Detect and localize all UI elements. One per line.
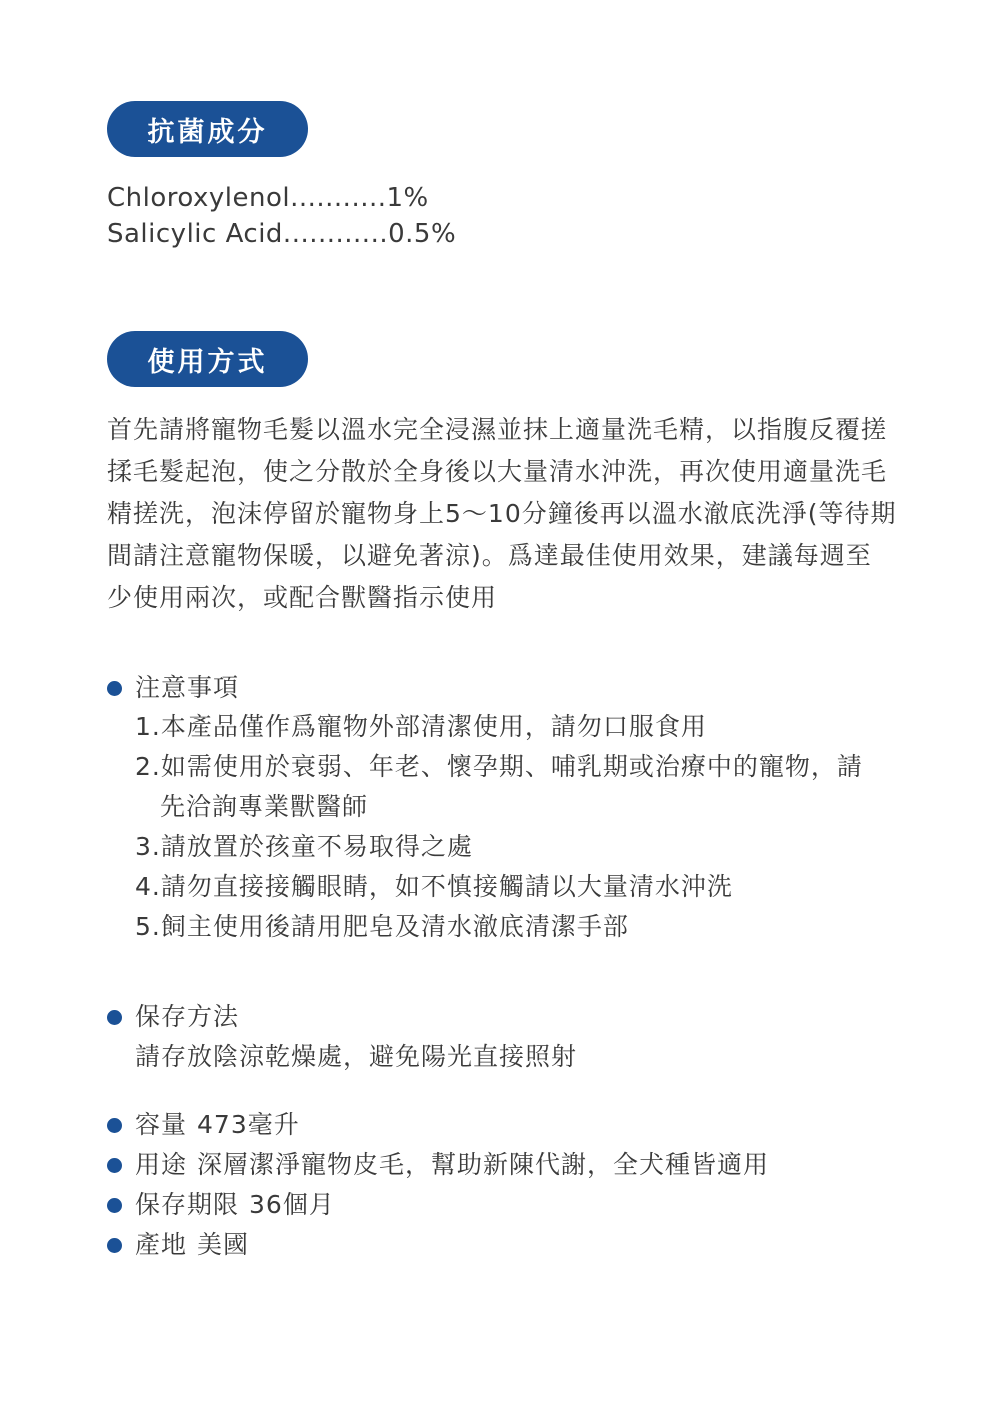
- spec-value: 深層潔淨寵物皮毛，幫助新陳代謝，全犬種皆適用: [197, 1150, 770, 1179]
- note-item-5: 5.飼主使用後請用肥皂及清水澈底清潔手部: [135, 912, 629, 941]
- bullet-dot-icon: [107, 1238, 122, 1253]
- section-title-usage: [107, 331, 308, 387]
- note-item-1: 1.本產品僅作爲寵物外部清潔使用，請勿口服食用: [135, 712, 707, 741]
- spec-row-purpose: [107, 1145, 769, 1185]
- usage-line: 少使用兩次，或配合獸醫指示使用: [107, 583, 498, 612]
- bullet-dot-icon: [107, 1198, 122, 1213]
- usage-line: 揉毛髮起泡，使之分散於全身後以大量清水沖洗，再次使用適量洗毛: [107, 457, 888, 486]
- note-item-4: 4.請勿直接接觸眼睛，如不慎接觸請以大量清水沖洗: [135, 872, 733, 901]
- storage-heading-text: 保存方法: [135, 1002, 240, 1031]
- usage-paragraph: [107, 409, 917, 619]
- section-title-ingredients: [107, 101, 308, 157]
- note-item-2: 2.如需使用於衰弱、年老、懷孕期、哺乳期或治療中的寵物，請: [135, 752, 863, 781]
- spec-value: 473毫升: [197, 1110, 300, 1139]
- ingredient-list: [107, 180, 456, 252]
- note-item-2-continued: 先洽詢專業獸醫師: [160, 792, 369, 821]
- spec-value: 36個月: [249, 1190, 335, 1219]
- usage-line: 精搓洗，泡沫停留於寵物身上5～10分鐘後再以溫水澈底洗淨(等待期: [107, 499, 897, 528]
- storage-text: 請存放陰涼乾燥處，避免陽光直接照射: [135, 1042, 578, 1071]
- bullet-dot-icon: [107, 1010, 122, 1025]
- note-item-3: 3.請放置於孩童不易取得之處: [135, 832, 473, 861]
- bullet-dot-icon: [107, 681, 122, 696]
- spec-label: 保存期限: [135, 1190, 240, 1219]
- bullet-dot-icon: [107, 1158, 122, 1173]
- spec-row-shelf-life: [107, 1185, 335, 1225]
- spec-row-origin: [107, 1225, 249, 1265]
- notes-heading: [107, 668, 239, 708]
- bullet-dot-icon: [107, 1118, 122, 1133]
- notes-heading-text: 注意事項: [135, 673, 240, 702]
- spec-label: 用途: [135, 1150, 188, 1179]
- spec-value: 美國: [197, 1230, 250, 1259]
- ingredient-item: Salicylic Acid............0.5%: [107, 219, 457, 249]
- ingredient-item: Chloroxylenol...........1%: [107, 183, 429, 213]
- section-title-usage-text: 使用方式: [147, 346, 268, 378]
- section-title-ingredients-text: 抗菌成分: [147, 116, 268, 148]
- usage-line: 首先請將寵物毛髮以溫水完全浸濕並抹上適量洗毛精，以指腹反覆搓: [107, 415, 888, 444]
- spec-label: 容量: [135, 1110, 188, 1139]
- storage-heading: [107, 997, 239, 1037]
- spec-label: 產地: [135, 1230, 188, 1259]
- spec-row-volume: [107, 1105, 300, 1145]
- usage-line: 間請注意寵物保暖，以避免著涼)。爲達最佳使用效果，建議每週至: [107, 541, 872, 570]
